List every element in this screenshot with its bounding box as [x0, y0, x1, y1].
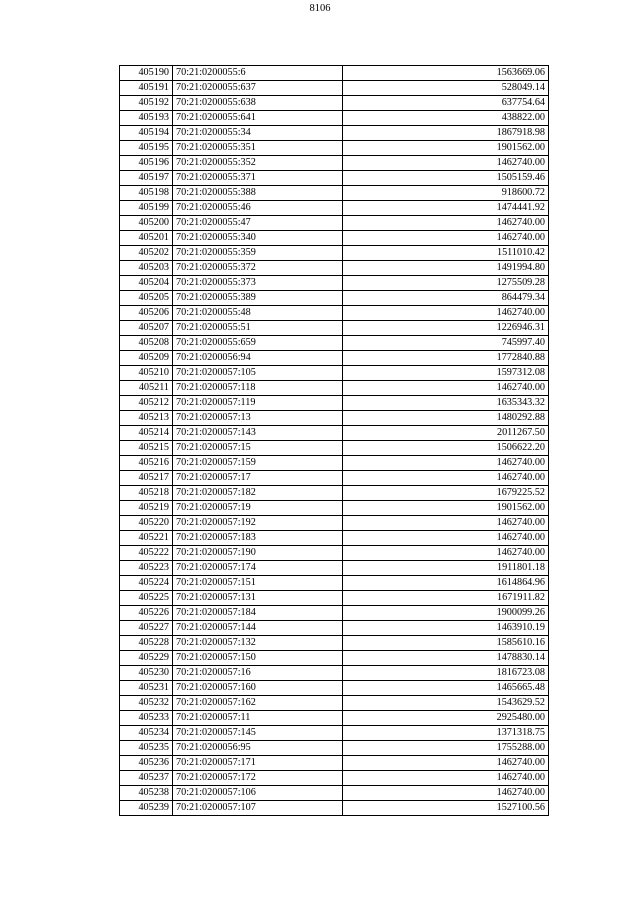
- cadastral-number-cell: 70:21:0200055:48: [173, 306, 343, 321]
- table-row: [120, 501, 549, 516]
- cadastral-number-cell: 70:21:0200055:659: [173, 336, 343, 351]
- table-row: [120, 231, 549, 246]
- table-row: [120, 711, 549, 726]
- row-number-cell: 405196: [120, 156, 173, 171]
- cadastral-value-cell: 1901562.00: [343, 141, 549, 156]
- table-row: [120, 411, 549, 426]
- table-row: [120, 636, 549, 651]
- cadastral-number-cell: 70:21:0200055:359: [173, 246, 343, 261]
- table-row: [120, 696, 549, 711]
- cadastral-number-cell: 70:21:0200055:51: [173, 321, 343, 336]
- cadastral-value-cell: 1478830.14: [343, 651, 549, 666]
- cadastral-value-cell: 1462740.00: [343, 231, 549, 246]
- row-number-cell: 405238: [120, 786, 173, 801]
- table-row: [120, 126, 549, 141]
- cadastral-value-cell: 1462740.00: [343, 216, 549, 231]
- cadastral-value-cell: 1462740.00: [343, 531, 549, 546]
- row-number-cell: 405195: [120, 141, 173, 156]
- cadastral-value-cell: 1671911.82: [343, 591, 549, 606]
- cadastral-number-cell: 70:21:0200057:151: [173, 576, 343, 591]
- cadastral-value-cell: 528049.14: [343, 81, 549, 96]
- table-row: [120, 561, 549, 576]
- cadastral-number-cell: 70:21:0200057:118: [173, 381, 343, 396]
- cadastral-number-cell: 70:21:0200057:183: [173, 531, 343, 546]
- cadastral-number-cell: 70:21:0200055:372: [173, 261, 343, 276]
- cadastral-value-cell: 1465665.48: [343, 681, 549, 696]
- table-row: [120, 81, 549, 96]
- row-number-cell: 405223: [120, 561, 173, 576]
- cadastral-value-cell: 1463910.19: [343, 621, 549, 636]
- row-number-cell: 405212: [120, 396, 173, 411]
- cadastral-number-cell: 70:21:0200056:95: [173, 741, 343, 756]
- table-row: [120, 666, 549, 681]
- cadastral-number-cell: 70:21:0200055:637: [173, 81, 343, 96]
- table-row: [120, 111, 549, 126]
- cadastral-value-cell: 1597312.08: [343, 366, 549, 381]
- cadastral-number-cell: 70:21:0200057:119: [173, 396, 343, 411]
- cadastral-number-cell: 70:21:0200055:641: [173, 111, 343, 126]
- row-number-cell: 405234: [120, 726, 173, 741]
- cadastral-value-cell: 1543629.52: [343, 696, 549, 711]
- row-number-cell: 405204: [120, 276, 173, 291]
- row-number-cell: 405231: [120, 681, 173, 696]
- cadastral-value-cell: 1462740.00: [343, 771, 549, 786]
- cadastral-value-cell: 1563669.06: [343, 66, 549, 81]
- cadastral-number-cell: 70:21:0200055:638: [173, 96, 343, 111]
- table-row: [120, 381, 549, 396]
- cadastral-value-cell: 637754.64: [343, 96, 549, 111]
- cadastral-value-cell: 1816723.08: [343, 666, 549, 681]
- cadastral-number-cell: 70:21:0200057:190: [173, 546, 343, 561]
- row-number-cell: 405225: [120, 591, 173, 606]
- cadastral-number-cell: 70:21:0200055:352: [173, 156, 343, 171]
- row-number-cell: 405209: [120, 351, 173, 366]
- table-row: [120, 246, 549, 261]
- cadastral-number-cell: 70:21:0200057:107: [173, 801, 343, 816]
- row-number-cell: 405216: [120, 456, 173, 471]
- table-row: [120, 621, 549, 636]
- row-number-cell: 405205: [120, 291, 173, 306]
- table-row: [120, 156, 549, 171]
- cadastral-number-cell: 70:21:0200055:46: [173, 201, 343, 216]
- cadastral-value-cell: 1772840.88: [343, 351, 549, 366]
- row-number-cell: 405226: [120, 606, 173, 621]
- row-number-cell: 405198: [120, 186, 173, 201]
- row-number-cell: 405214: [120, 426, 173, 441]
- cadastral-value-cell: 1506622.20: [343, 441, 549, 456]
- cadastral-number-cell: 70:21:0200057:162: [173, 696, 343, 711]
- cadastral-value-table: [119, 65, 549, 816]
- page-number: 8106: [309, 3, 331, 14]
- row-number-cell: 405229: [120, 651, 173, 666]
- table-row: [120, 186, 549, 201]
- cadastral-number-cell: 70:21:0200057:159: [173, 456, 343, 471]
- table-row: [120, 576, 549, 591]
- cadastral-value-cell: 1474441.92: [343, 201, 549, 216]
- cadastral-number-cell: 70:21:0200057:131: [173, 591, 343, 606]
- row-number-cell: 405191: [120, 81, 173, 96]
- row-number-cell: 405207: [120, 321, 173, 336]
- cadastral-value-cell: 1679225.52: [343, 486, 549, 501]
- cadastral-value-cell: 1527100.56: [343, 801, 549, 816]
- cadastral-value-cell: 1491994.80: [343, 261, 549, 276]
- row-number-cell: 405219: [120, 501, 173, 516]
- table-row: [120, 426, 549, 441]
- table-row: [120, 396, 549, 411]
- cadastral-number-cell: 70:21:0200055:373: [173, 276, 343, 291]
- cadastral-value-cell: 1901562.00: [343, 501, 549, 516]
- cadastral-value-cell: 1275509.28: [343, 276, 549, 291]
- cadastral-number-cell: 70:21:0200057:192: [173, 516, 343, 531]
- row-number-cell: 405197: [120, 171, 173, 186]
- cadastral-number-cell: 70:21:0200055:351: [173, 141, 343, 156]
- table-row: [120, 291, 549, 306]
- row-number-cell: 405202: [120, 246, 173, 261]
- row-number-cell: 405237: [120, 771, 173, 786]
- table-row: [120, 786, 549, 801]
- table-row: [120, 456, 549, 471]
- row-number-cell: 405233: [120, 711, 173, 726]
- row-number-cell: 405222: [120, 546, 173, 561]
- table-row: [120, 351, 549, 366]
- row-number-cell: 405190: [120, 66, 173, 81]
- row-number-cell: 405213: [120, 411, 173, 426]
- cadastral-value-cell: 1911801.18: [343, 561, 549, 576]
- cadastral-number-cell: 70:21:0200055:47: [173, 216, 343, 231]
- row-number-cell: 405236: [120, 756, 173, 771]
- table-row: [120, 366, 549, 381]
- cadastral-number-cell: 70:21:0200057:11: [173, 711, 343, 726]
- cadastral-number-cell: 70:21:0200057:171: [173, 756, 343, 771]
- cadastral-value-cell: 1900099.26: [343, 606, 549, 621]
- cadastral-value-cell: 1462740.00: [343, 786, 549, 801]
- table-row: [120, 801, 549, 816]
- row-number-cell: 405193: [120, 111, 173, 126]
- row-number-cell: 405200: [120, 216, 173, 231]
- cadastral-value-cell: 1462740.00: [343, 756, 549, 771]
- cadastral-value-cell: 1867918.98: [343, 126, 549, 141]
- cadastral-value-cell: 1462740.00: [343, 546, 549, 561]
- cadastral-number-cell: 70:21:0200057:145: [173, 726, 343, 741]
- row-number-cell: 405218: [120, 486, 173, 501]
- cadastral-number-cell: 70:21:0200057:150: [173, 651, 343, 666]
- table-row: [120, 516, 549, 531]
- cadastral-number-cell: 70:21:0200057:17: [173, 471, 343, 486]
- table-row: [120, 96, 549, 111]
- cadastral-number-cell: 70:21:0200057:13: [173, 411, 343, 426]
- row-number-cell: 405220: [120, 516, 173, 531]
- table-row: [120, 201, 549, 216]
- cadastral-number-cell: 70:21:0200057:144: [173, 621, 343, 636]
- table-row: [120, 741, 549, 756]
- cadastral-value-cell: 438822.00: [343, 111, 549, 126]
- cadastral-number-cell: 70:21:0200055:6: [173, 66, 343, 81]
- cadastral-value-cell: 1480292.88: [343, 411, 549, 426]
- cadastral-number-cell: 70:21:0200057:184: [173, 606, 343, 621]
- table-row: [120, 681, 549, 696]
- cadastral-number-cell: 70:21:0200057:182: [173, 486, 343, 501]
- cadastral-value-cell: 1635343.32: [343, 396, 549, 411]
- table-row: [120, 726, 549, 741]
- cadastral-value-cell: 1505159.46: [343, 171, 549, 186]
- row-number-cell: 405210: [120, 366, 173, 381]
- cadastral-value-cell: 745997.40: [343, 336, 549, 351]
- cadastral-value-cell: 1462740.00: [343, 471, 549, 486]
- cadastral-number-cell: 70:21:0200057:160: [173, 681, 343, 696]
- cadastral-value-cell: 1371318.75: [343, 726, 549, 741]
- row-number-cell: 405192: [120, 96, 173, 111]
- cadastral-value-cell: 1462740.00: [343, 456, 549, 471]
- cadastral-value-cell: 1462740.00: [343, 306, 549, 321]
- cadastral-number-cell: 70:21:0200057:16: [173, 666, 343, 681]
- cadastral-value-cell: 2011267.50: [343, 426, 549, 441]
- row-number-cell: 405201: [120, 231, 173, 246]
- cadastral-number-cell: 70:21:0200057:172: [173, 771, 343, 786]
- table-row: [120, 216, 549, 231]
- table-row: [120, 531, 549, 546]
- table-row: [120, 606, 549, 621]
- cadastral-number-cell: 70:21:0200055:340: [173, 231, 343, 246]
- cadastral-number-cell: 70:21:0200057:132: [173, 636, 343, 651]
- table-row: [120, 276, 549, 291]
- cadastral-value-cell: 864479.34: [343, 291, 549, 306]
- table-row: [120, 651, 549, 666]
- cadastral-number-cell: 70:21:0200055:34: [173, 126, 343, 141]
- row-number-cell: 405227: [120, 621, 173, 636]
- cadastral-value-cell: 1462740.00: [343, 156, 549, 171]
- cadastral-value-cell: 1226946.31: [343, 321, 549, 336]
- table-row: [120, 756, 549, 771]
- cadastral-number-cell: 70:21:0200055:371: [173, 171, 343, 186]
- cadastral-value-cell: 1511010.42: [343, 246, 549, 261]
- table-body: [120, 66, 549, 816]
- cadastral-number-cell: 70:21:0200057:106: [173, 786, 343, 801]
- table-row: [120, 306, 549, 321]
- cadastral-number-cell: 70:21:0200055:389: [173, 291, 343, 306]
- table-row: [120, 486, 549, 501]
- cadastral-value-cell: 1585610.16: [343, 636, 549, 651]
- cadastral-number-cell: 70:21:0200056:94: [173, 351, 343, 366]
- row-number-cell: 405235: [120, 741, 173, 756]
- row-number-cell: 405199: [120, 201, 173, 216]
- table-row: [120, 336, 549, 351]
- cadastral-number-cell: 70:21:0200057:143: [173, 426, 343, 441]
- cadastral-number-cell: 70:21:0200057:105: [173, 366, 343, 381]
- table-row: [120, 546, 549, 561]
- cadastral-number-cell: 70:21:0200055:388: [173, 186, 343, 201]
- cadastral-number-cell: 70:21:0200057:174: [173, 561, 343, 576]
- row-number-cell: 405217: [120, 471, 173, 486]
- cadastral-value-cell: 1614864.96: [343, 576, 549, 591]
- row-number-cell: 405224: [120, 576, 173, 591]
- table-row: [120, 141, 549, 156]
- table-row: [120, 321, 549, 336]
- row-number-cell: 405206: [120, 306, 173, 321]
- row-number-cell: 405208: [120, 336, 173, 351]
- table-row: [120, 261, 549, 276]
- cadastral-value-cell: 1755288.00: [343, 741, 549, 756]
- cadastral-value-cell: 2925480.00: [343, 711, 549, 726]
- table-row: [120, 771, 549, 786]
- table-row: [120, 441, 549, 456]
- row-number-cell: 405211: [120, 381, 173, 396]
- cadastral-value-cell: 918600.72: [343, 186, 549, 201]
- cadastral-number-cell: 70:21:0200057:19: [173, 501, 343, 516]
- cadastral-value-cell: 1462740.00: [343, 516, 549, 531]
- table-row: [120, 66, 549, 81]
- row-number-cell: 405221: [120, 531, 173, 546]
- row-number-cell: 405194: [120, 126, 173, 141]
- table-row: [120, 591, 549, 606]
- cadastral-number-cell: 70:21:0200057:15: [173, 441, 343, 456]
- row-number-cell: 405232: [120, 696, 173, 711]
- table-row: [120, 471, 549, 486]
- row-number-cell: 405203: [120, 261, 173, 276]
- table-row: [120, 171, 549, 186]
- cadastral-value-cell: 1462740.00: [343, 381, 549, 396]
- row-number-cell: 405215: [120, 441, 173, 456]
- row-number-cell: 405239: [120, 801, 173, 816]
- row-number-cell: 405228: [120, 636, 173, 651]
- row-number-cell: 405230: [120, 666, 173, 681]
